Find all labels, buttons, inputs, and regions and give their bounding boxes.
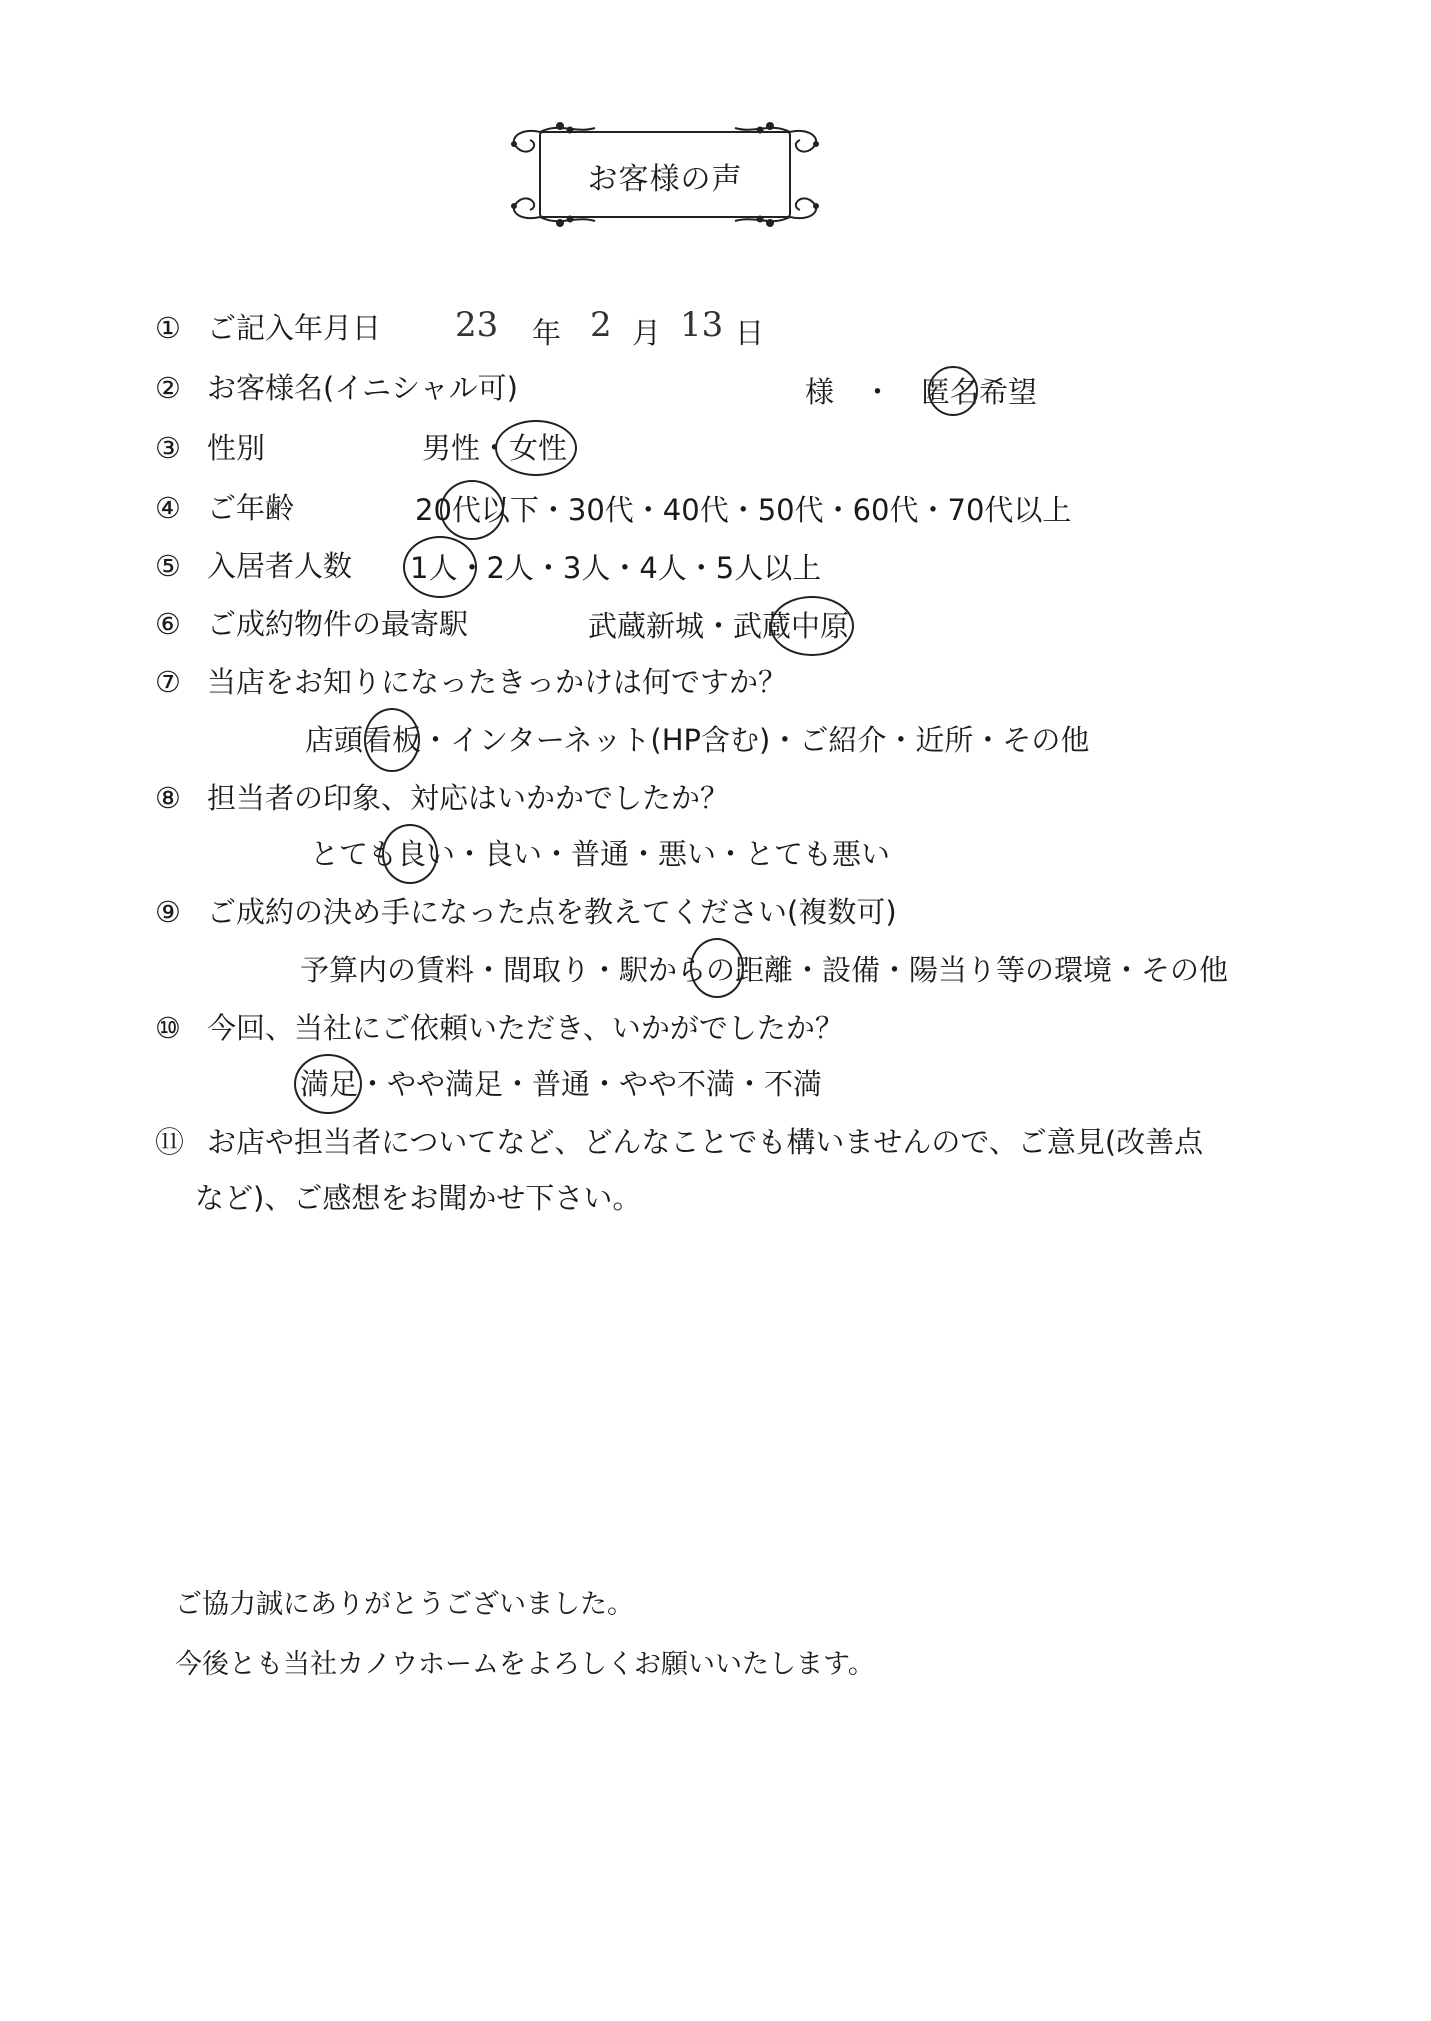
- question-label: お店や担当者についてなど、どんなことでも構いませんので、ご意見(改善点: [207, 1125, 1204, 1159]
- question-7: [155, 662, 787, 702]
- date-day-value: 13: [680, 305, 724, 345]
- question-1: [155, 308, 381, 348]
- impression-options: とても良い・良い・普通・悪い・とても悪い: [310, 837, 891, 871]
- deciding-options: 予算内の賃料・間取り・駅からの距離・設備・陽当り等の環境・その他: [300, 953, 1229, 987]
- question-10: [155, 1008, 844, 1048]
- question-number: ⑧: [155, 781, 181, 815]
- question-number: ⑨: [155, 895, 181, 929]
- question-label: 入居者人数: [207, 549, 353, 583]
- page-title: お客様の声: [587, 162, 743, 197]
- question-label: 当店をお知りになったきっかけは何ですか？: [207, 665, 788, 699]
- question-number: ②: [155, 371, 181, 405]
- question-number: ③: [155, 431, 181, 465]
- question-11-line-2: など)、ご感想をお聞かせ下さい。: [195, 1181, 642, 1215]
- question-number: ⑩: [155, 1011, 181, 1045]
- question-label: ご記入年月日: [207, 311, 382, 345]
- question-label: ご年齢: [207, 491, 295, 525]
- question-11: [155, 1122, 1203, 1162]
- title-frame: [500, 122, 830, 232]
- question-3: [155, 428, 265, 468]
- name-options: 様 ・ 匿名希望: [805, 375, 1038, 409]
- question-6: [155, 604, 468, 644]
- question-label: お客様名(イニシャル可): [207, 371, 518, 405]
- question-label: ご成約物件の最寄駅: [207, 607, 469, 641]
- question-number: ①: [155, 311, 181, 345]
- footer-thanks: ご協力誠にありがとうございました。: [175, 1589, 634, 1620]
- station-options: 武蔵新城・武蔵中原: [588, 609, 850, 643]
- footer-closing: 今後とも当社カノウホームをよろしくお願いいたします。: [175, 1649, 875, 1680]
- question-2: [155, 368, 518, 408]
- satisfaction-options: 満足・やや満足・普通・やや不満・不満: [300, 1067, 823, 1101]
- question-label: 性別: [207, 431, 266, 465]
- question-4: [155, 488, 294, 528]
- question-label: 担当者の印象、対応はいかかでしたか？: [207, 781, 730, 815]
- question-5: [155, 546, 352, 586]
- gender-options: 男性・女性: [422, 431, 568, 465]
- question-label: ご成約の決め手になった点を教えてください(複数可): [207, 895, 897, 929]
- question-number: ⑤: [155, 549, 181, 583]
- source-options: 店頭看板・インターネット(HP含む)・ご紹介・近所・その他: [305, 723, 1090, 757]
- date-year-unit: 年: [532, 316, 562, 350]
- date-day-unit: 日: [735, 316, 765, 350]
- question-9: [155, 892, 897, 932]
- date-month-unit: 月: [632, 316, 662, 350]
- question-8: [155, 778, 729, 818]
- residents-options: 1人・2人・3人・4人・5人以上: [410, 551, 822, 585]
- question-number: ⑪: [155, 1125, 185, 1159]
- date-month-value: 2: [590, 305, 612, 345]
- date-year-value: 23: [455, 305, 499, 345]
- question-number: ④: [155, 491, 181, 525]
- question-label: 今回、当社にご依頼いただき、いかがでしたか？: [207, 1011, 844, 1045]
- question-number: ⑦: [155, 665, 181, 699]
- age-options: 20代以下・30代・40代・50代・60代・70代以上: [415, 493, 1072, 527]
- question-number: ⑥: [155, 607, 181, 641]
